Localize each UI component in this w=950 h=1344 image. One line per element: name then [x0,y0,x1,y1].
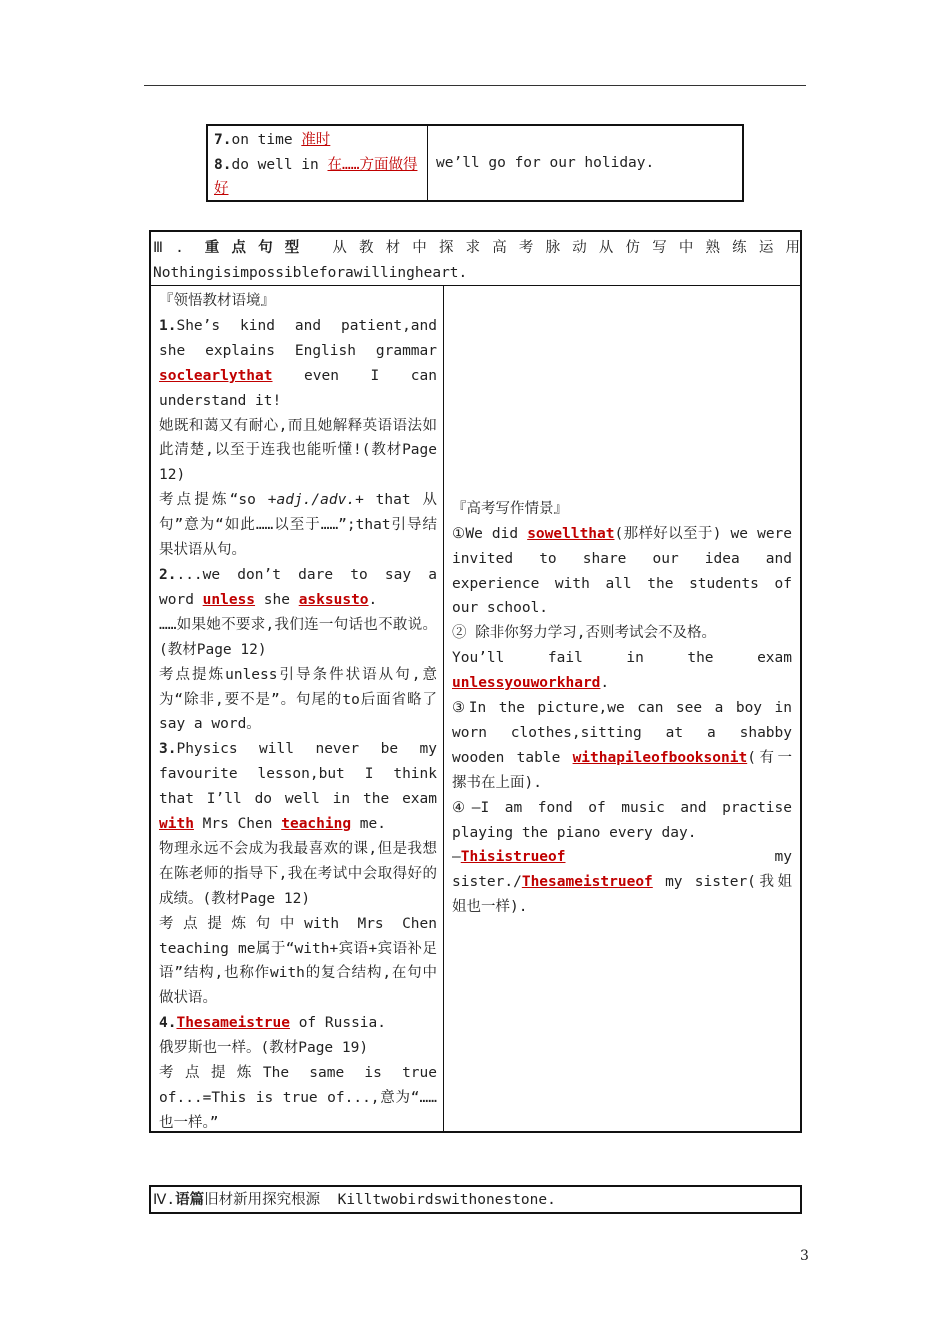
exercise-4: —Thisistrueof my sister./Thesameistrueof my sister(我姐姐也一样). [452,849,792,916]
page-number: 3 [800,1248,809,1264]
sentence-4-note: 考点提炼The same is true of...=This is true of...,意为“……也一样。” [159,1065,437,1131]
sentence-3-note: 考点提炼句中with Mrs Chen teaching me属于“with+宾语+宾语补足语”结构,也称作with的复合结构,在句中做状语。 [159,915,437,1007]
exercise-2: You’ll fail in the exam unlessyouworkhard. [452,650,792,692]
exercise-4-answer-b: Thesameistrueof [521,874,653,891]
exercise-4-answer-a: Thisistrueof [460,849,566,866]
sentence-4: 4.Thesameistrue of Russia. [159,1015,386,1032]
sentence-1: 1.She’s kind and patient,and she explains English grammar soclearlythat even I can understand it! [159,317,437,409]
right-heading: 『高考写作情景』 [452,500,568,517]
sentence-2: 2....we don’t dare to say a word unless she asksusto. [159,566,437,608]
vocab-table [206,124,744,202]
left-heading: 『领悟教材语境』 [159,293,275,309]
exam-writing-column [444,286,800,1131]
sentence-3-translation: 物理永远不会成为我最喜欢的课,但是我想在陈老师的指导下,我在考试中会取得好的成绩。(教材Page 12) [159,840,437,907]
item-7: 7.on time 准时 [214,132,331,148]
exercise-2-prompt: ② 除非你努力学习,否则考试会不及格。 [452,625,716,642]
exercise-3: ③In the picture,we can see a boy in worn clothes,sitting at a shabby wooden table withapileofbooksonit(有一摞书在上面). [452,700,792,791]
sentence-2-note: 考点提炼unless引导条件状语从句,意为“除非,要不是”。句尾的to后面省略了say a word。 [159,666,437,733]
answer-4: Thesameistrue [176,1015,290,1032]
sentence-4-translation: 俄罗斯也一样。(教材Page 19) [159,1040,369,1057]
answer-1: soclearlythat [159,367,273,384]
vocab-left-cell [208,126,428,200]
textbook-context-column [151,286,444,1131]
header-rule [144,85,806,86]
answer-2b: asksusto [298,591,369,608]
sentence-1-translation: 她既和蔼又有耐心,而且她解释英语语法如此清楚,以至于连我也能听懂!(教材Page 12) [159,417,437,484]
answer-3a: with [159,816,194,833]
answer-3b: teaching [281,816,352,833]
item-8: 8.do well in 在……方面做得好 [214,156,418,197]
answer-7: 准时 [301,132,331,148]
exercise-1: ①We did sowellthat(那样好以至于) we were invited to share our idea and experience with all the students of our school. [452,525,793,617]
sentence-2-translation: ……如果她不要求,我们连一句话也不敢说。(教材Page 12) [159,616,437,658]
sentence-3: 3.Physics will never be my favourite lesson,but I think that I’ll do well in the exam with Mrs Chen teaching me. [159,741,437,833]
section-3-header: Ⅲ. 重点句型 从教材中探求高考脉动从仿写中熟练运用 Nothingisimpossibleforawillingheart. [151,232,800,286]
answer-2a: unless [202,591,256,608]
answer-8: 在……方面做得好 [214,156,418,197]
section-4-header: Ⅳ.语篇旧材新用探究根源 Killtwobirdswithonestone. [149,1185,802,1214]
sentence-patterns-table [149,230,802,1133]
sentence-1-note: 考点提炼“so +adj./adv.+ that 从句”意为“如此……以至于……”;that引导结果状语从句。 [159,492,438,559]
exercise-2-answer: unlessyouworkhard [452,675,601,692]
vocab-right-cell: we’ll go for our holiday. [436,155,655,171]
exercise-3-answer: withapileofbooksonit [572,749,748,766]
exercise-4-prompt: ④—I am fond of music and practise playing the piano every day. [452,799,792,841]
exercise-1-answer: sowellthat [527,525,615,542]
